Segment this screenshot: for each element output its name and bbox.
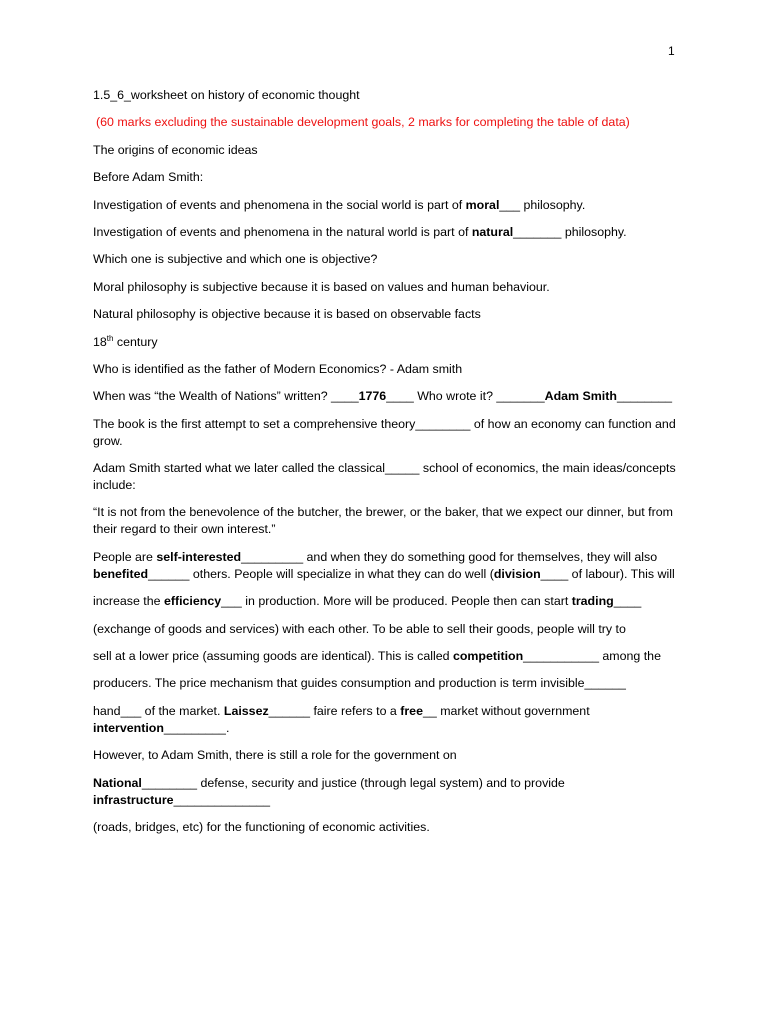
answer-intervention: intervention [93, 720, 164, 735]
paragraph-people [93, 549, 683, 583]
text: hand___ of the market. [93, 703, 224, 718]
marks-note: (60 marks excluding the sustainable development goals, 2 marks for completing the table of data) [96, 115, 630, 130]
answer-free: free [400, 703, 423, 718]
text: ______ others. People will specialize in what they can do well ( [148, 566, 494, 581]
text: ___________ among the [523, 649, 661, 664]
text: 18 [93, 334, 107, 349]
paragraph-natural [93, 224, 683, 241]
answer-competition: competition [452, 649, 524, 664]
answer-natural-objective: Natural philosophy is objective because it is based on observable facts [93, 307, 481, 322]
paragraph-efficiency [93, 593, 683, 610]
smith-quote: “It is not from the benevolence of the butcher, the brewer, or the baker, that we expect our dinner, but from their regard to their own interest.” [93, 505, 673, 537]
answer-author: Adam Smith [544, 389, 617, 404]
answer-moral-subjective: Moral philosophy is subjective because it is based on values and human behaviour. [93, 279, 550, 294]
paragraph-classical: Adam Smith started what we later called the classical_____ school of economics, the main ideas/concepts include: [93, 461, 676, 493]
text: ___ philosophy. [499, 197, 586, 212]
text: ______ faire refers to a [268, 703, 401, 718]
text: _________ and when they do something good for themselves, they will also [241, 549, 658, 564]
paragraph-producers: producers. The price mechanism that guides consumption and production is term invisible______ [93, 676, 626, 691]
answer-national: National [93, 775, 142, 790]
text: __ market without government [422, 703, 590, 718]
superscript: th [106, 333, 114, 343]
text: increase the [93, 594, 164, 609]
answer-moral: moral [465, 197, 500, 212]
text: ________ defense, security and justice (through legal system) and to provide [141, 775, 565, 790]
paragraph-exchange: (exchange of goods and services) with each other. To be able to sell their goods, people will try to [93, 621, 626, 636]
question-wealth-of-nations [93, 388, 683, 405]
page-number: 1 [668, 44, 675, 58]
text: ___ in production. More will be produced. People then can start [221, 594, 572, 609]
section-heading-origins: The origins of economic ideas [93, 142, 258, 157]
answer-laissez: Laissez [223, 703, 269, 718]
paragraph-hand [93, 703, 683, 737]
answer-year: 1776 [358, 389, 387, 404]
answer-infrastructure: infrastructure [93, 792, 174, 807]
text: When was “the Wealth of Nations” written? ____ [93, 389, 359, 404]
answer-benefited: benefited [93, 566, 149, 581]
worksheet-body [93, 87, 683, 846]
text: century [113, 334, 158, 349]
text: ________ [616, 389, 673, 404]
section-heading-century [93, 334, 683, 351]
text: ______________ [173, 792, 271, 807]
question-subjective: Which one is subjective and which one is objective? [93, 252, 378, 267]
paragraph-competition [93, 648, 683, 665]
answer-division: division [493, 566, 541, 581]
section-heading-before-smith: Before Adam Smith: [93, 170, 204, 185]
text: ____ of labour). This will [540, 566, 675, 581]
worksheet-title: 1.5_6_worksheet on history of economic thought [93, 88, 360, 102]
text: People are [93, 549, 157, 564]
text: _______ philosophy. [513, 224, 627, 239]
text: sell at a lower price (assuming goods are identical). This is called [93, 649, 453, 664]
paragraph-moral [93, 197, 683, 214]
text: ____ [613, 594, 642, 609]
text: Investigation of events and phenomena in the natural world is part of [93, 224, 472, 239]
question-father: Who is identified as the father of Modern Economics? - Adam smith [93, 361, 463, 376]
text: _________. [163, 720, 230, 735]
answer-self-interested: self-interested [156, 549, 242, 564]
paragraph-roads: (roads, bridges, etc) for the functioning of economic activities. [93, 819, 430, 834]
text: Investigation of events and phenomena in the social world is part of [93, 197, 466, 212]
answer-trading: trading [571, 594, 614, 609]
paragraph-however: However, to Adam Smith, there is still a role for the government on [93, 748, 457, 763]
paragraph-national [93, 775, 683, 809]
text: ____ Who wrote it? _______ [386, 389, 545, 404]
answer-natural: natural [471, 224, 514, 239]
answer-efficiency: efficiency [163, 594, 222, 609]
paragraph-book: The book is the first attempt to set a comprehensive theory________ of how an economy can function and grow. [93, 416, 676, 448]
